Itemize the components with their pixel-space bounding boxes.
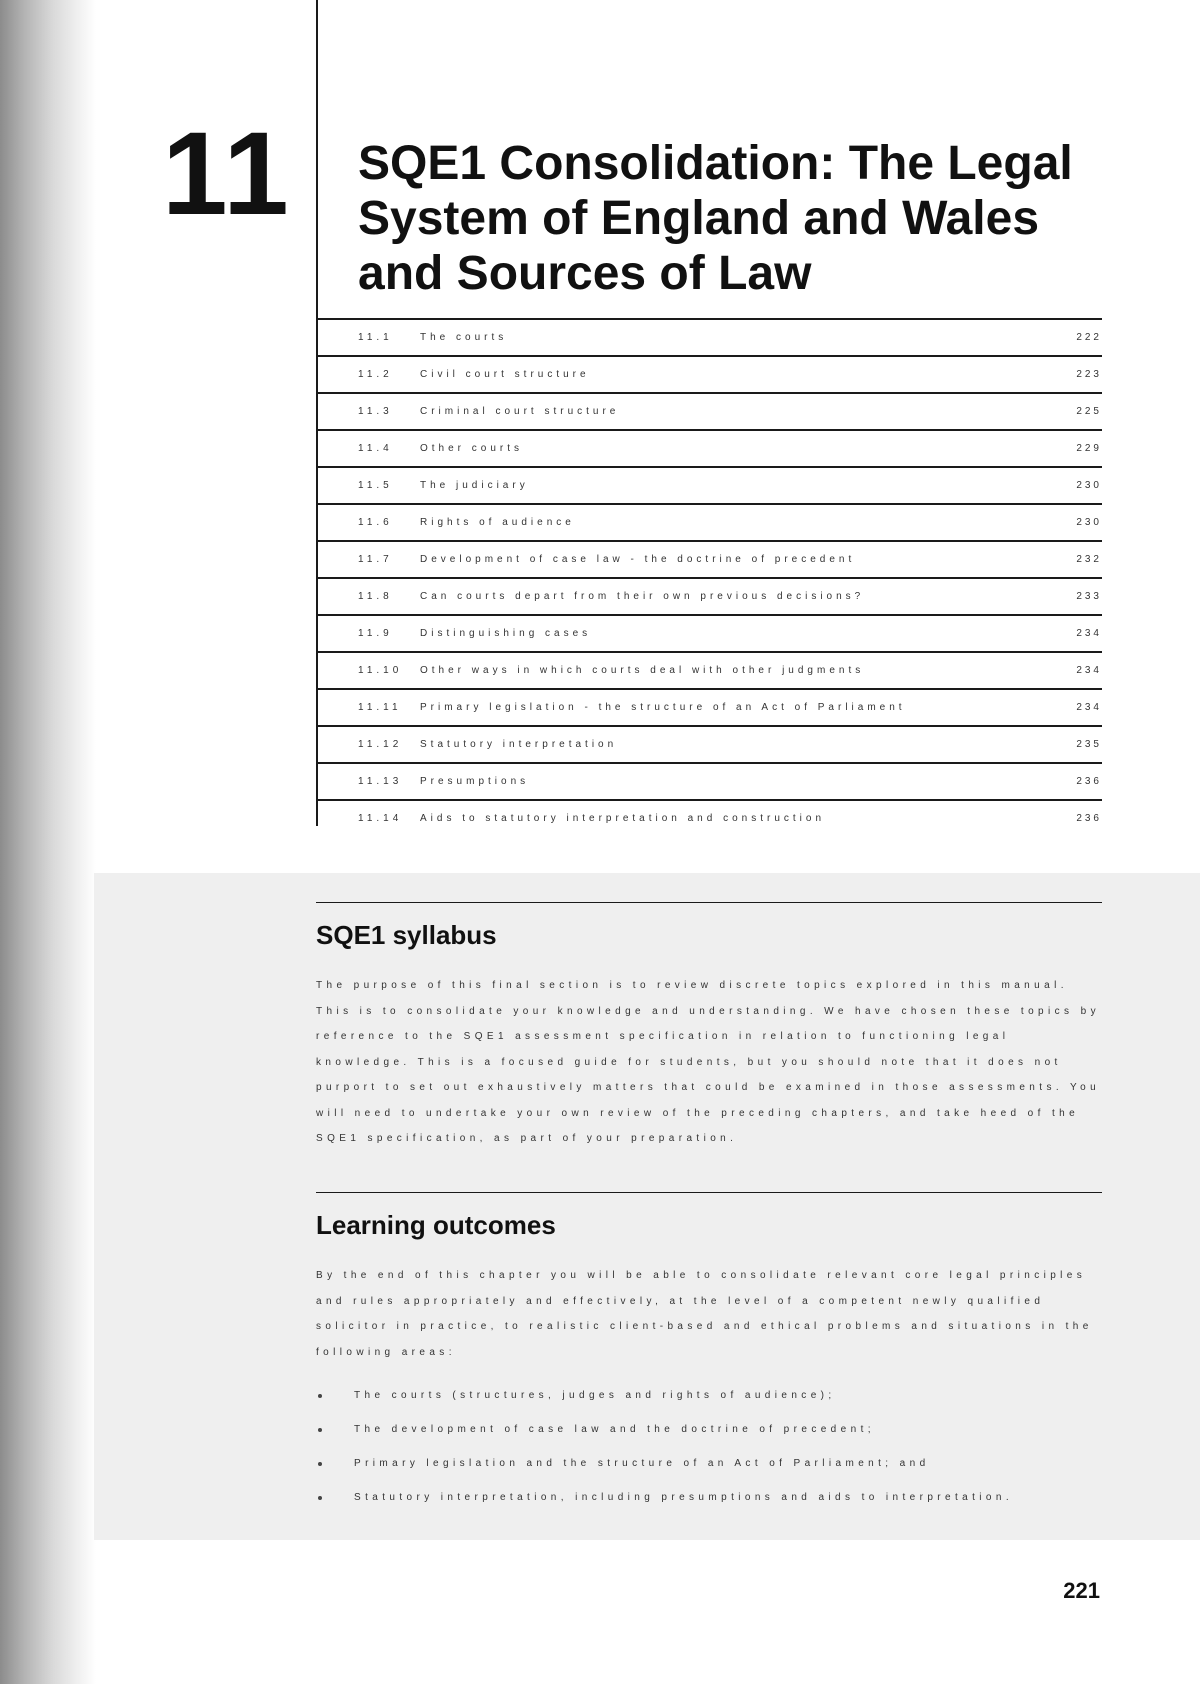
learning-outcome-text: The courts (structures, judges and rights of audience); [354,1390,836,1401]
syllabus-body: The purpose of this final section is to review discrete topics explored in this manual. This is to consolidate your knowledge and understanding. We have chosen these topics by reference to the SQE1 assessment specification in relation to functioning legal knowledge. This is a focused guide for students, but you should note that it does not purport to set out exhaustively matters that could be examined in those assessments. You will need to undertake your own review of the preceding chapters, and take heed of the SQE1 specification, as part of your preparation. [316,980,1101,1144]
syllabus-panel [94,873,1200,1540]
toc-row [316,468,1102,505]
toc-row [316,579,1102,616]
learning-outcome-text: The development of case law and the doctrine of precedent; [354,1424,875,1435]
toc-entry-number: 11.10 [358,665,403,676]
toc-entry-number: 11.8 [358,591,393,602]
toc-entry-number: 11.14 [358,813,403,824]
toc-entry-title: Criminal court structure [420,406,620,417]
toc-entry-number: 11.2 [358,369,393,380]
bullet-dot-icon [318,1394,322,1398]
toc-entry-title: Civil court structure [420,369,590,380]
toc-entry-title: Development of case law - the doctrine of precedent [420,554,856,565]
toc-entry-number: 11.1 [358,332,393,343]
toc-entry-title: Can courts depart from their own previous decisions? [420,591,865,602]
chapter-title: SQE1 Consolidation: The Legal System of England and Wales and Sources of Law [358,137,1073,300]
toc-row [316,764,1102,801]
toc-entry-page: 233 [1076,591,1102,602]
toc-entry-page: 234 [1076,628,1102,639]
toc-entry-title: Rights of audience [420,517,575,528]
toc-entry-page: 236 [1076,813,1102,824]
toc-row [316,394,1102,431]
toc-entry-page: 232 [1076,554,1102,565]
toc-entry-number: 11.11 [358,702,402,713]
learning-outcomes-body: By the end of this chapter you will be able to consolidate relevant core legal principles and rules appropriately and effectively, at the level of a competent newly qualified solicitor in practice, to realistic client-based and ethical problems and situations in the following areas: [316,1270,1093,1358]
toc-entry-title: The courts [420,332,508,343]
learning-outcome-item [316,1379,1102,1413]
toc-entry-number: 11.3 [358,406,393,417]
learning-outcomes-list [316,1379,1102,1515]
toc-row [316,616,1102,653]
toc-entry-title: Other courts [420,443,524,454]
section-divider [316,902,1102,903]
toc-entry-number: 11.9 [358,628,393,639]
learning-outcome-item [316,1447,1102,1481]
toc-row [316,505,1102,542]
learning-outcome-item [316,1413,1102,1447]
page-number: 221 [1063,1578,1100,1603]
toc-row [316,727,1102,764]
toc-entry-page: 236 [1076,776,1102,787]
toc-entry-page: 225 [1076,406,1102,417]
toc-entry-page: 234 [1076,702,1102,713]
page-spine-shadow [0,0,96,1684]
toc-entry-title: Aids to statutory interpretation and construction [420,813,826,824]
toc-row [316,431,1102,468]
toc-entry-number: 11.4 [358,443,393,454]
toc-entry-number: 11.5 [358,480,393,491]
bullet-dot-icon [318,1428,322,1432]
learning-outcome-text: Statutory interpretation, including presumptions and aids to interpretation. [354,1492,1014,1503]
toc-entry-page: 230 [1076,517,1102,528]
toc-row [316,690,1102,727]
toc-entry-page: 222 [1076,332,1102,343]
toc-entry-page: 223 [1076,369,1102,380]
toc-entry-number: 11.7 [358,554,393,565]
toc-entry-number: 11.13 [358,776,403,787]
learning-outcome-item [316,1481,1102,1515]
chapter-number: 11 [162,108,291,240]
toc-entry-title: The judiciary [420,480,529,491]
toc-row [316,320,1102,357]
bullet-dot-icon [318,1462,322,1466]
syllabus-heading: SQE1 syllabus [316,920,497,950]
section-divider [316,1192,1102,1193]
toc-entry-page: 234 [1076,665,1102,676]
learning-outcomes-section [316,1192,1102,1515]
toc-row [316,357,1102,394]
toc-entry-number: 11.6 [358,517,393,528]
toc-entry-page: 230 [1076,480,1102,491]
toc-entry-title: Other ways in which courts deal with other judgments [420,665,865,676]
toc-row [316,653,1102,690]
learning-outcome-text: Primary legislation and the structure of an Act of Parliament; and [354,1458,930,1469]
toc-entry-title: Statutory interpretation [420,739,618,750]
toc-entry-page: 229 [1076,443,1102,454]
toc-entry-number: 11.12 [358,739,403,750]
learning-outcomes-heading: Learning outcomes [316,1210,556,1240]
toc-entry-title: Distinguishing cases [420,628,592,639]
toc-entry-title: Primary legislation - the structure of an Act of Parliament [420,702,906,713]
syllabus-section [316,902,1102,1152]
toc-entry-title: Presumptions [420,776,530,787]
bullet-dot-icon [318,1496,322,1500]
toc-row [316,542,1102,579]
table-of-contents [316,318,1102,836]
toc-entry-page: 235 [1076,739,1102,750]
toc-row [316,801,1102,836]
